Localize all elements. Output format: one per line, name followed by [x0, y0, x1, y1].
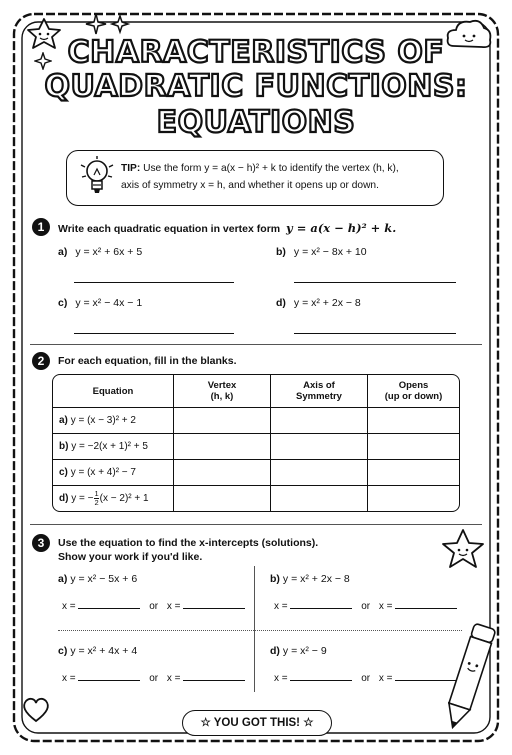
- section-1-item-a: a) y = x² + 6x + 5: [58, 246, 143, 258]
- section-2-prompt: For each equation, fill in the blanks.: [58, 355, 237, 367]
- answer-row-3a: x = or x =: [62, 601, 245, 612]
- section-3-item-a: a) y = x² − 5x + 6: [58, 573, 138, 585]
- x-blank[interactable]: [183, 680, 245, 681]
- star-icon: ☆: [200, 717, 211, 729]
- header-equation: Equation: [53, 375, 174, 408]
- header-opens: Opens (up or down): [368, 375, 459, 408]
- characteristics-table: [52, 374, 460, 512]
- opens-cell[interactable]: [368, 460, 459, 486]
- section-1-item-c: c) y = x² − 4x − 1: [58, 297, 143, 309]
- section-1-item-b: b) y = x² − 8x + 10: [276, 246, 367, 258]
- section-1-prompt: Write each quadratic equation in vertex form y = a(x − h)² + k.: [58, 221, 397, 235]
- x-blank[interactable]: [395, 608, 457, 609]
- answer-row-3b: x = or x =: [274, 601, 457, 612]
- section-3-item-c: c) y = x² + 4x + 4: [58, 645, 138, 657]
- tip-line-2: axis of symmetry x = h, and whether it opens up or down.: [121, 180, 379, 191]
- answer-line-1a[interactable]: [74, 282, 234, 283]
- vertex-cell[interactable]: [174, 486, 271, 511]
- page-title-line-2: QUADRATIC FUNCTIONS:: [44, 69, 468, 104]
- vertex-cell[interactable]: [174, 434, 271, 460]
- x-blank[interactable]: [395, 680, 457, 681]
- section-3-number: 3: [32, 534, 50, 552]
- axis-cell[interactable]: [271, 486, 368, 511]
- table-row: d) y = − $\frac{1}{2}$ (x − 2)² + 1: [53, 486, 459, 511]
- opens-cell[interactable]: [368, 486, 459, 511]
- section-1-number: 1: [32, 218, 50, 236]
- lightbulb-icon: [79, 155, 115, 199]
- tip-line-1: Use the form y = a(x − h)² + k to identify the vertex (h, k),: [143, 163, 399, 174]
- section-3-prompt: Use the equation to find the x-intercepts (solutions). Show your work if you'd like.: [58, 537, 319, 563]
- section-divider: [30, 524, 482, 525]
- axis-cell[interactable]: [271, 460, 368, 486]
- answer-row-3d: x = or x =: [274, 673, 457, 684]
- tip-text: [121, 160, 437, 194]
- x-blank[interactable]: [78, 608, 140, 609]
- section-3-item-d: d) y = x² − 9: [270, 645, 327, 657]
- table-row: c) y = (x + 4)² − 7: [53, 460, 459, 486]
- star-icon: ☆: [303, 717, 314, 729]
- column-divider: [254, 566, 255, 692]
- table-row: a) y = (x − 3)² + 2: [53, 408, 459, 434]
- header-vertex: Vertex (h, k): [174, 375, 271, 408]
- opens-cell[interactable]: [368, 408, 459, 434]
- page-title-line-3: EQUATIONS: [156, 105, 356, 140]
- axis-cell[interactable]: [271, 434, 368, 460]
- encouragement-banner: ☆ YOU GOT THIS! ☆: [182, 710, 332, 736]
- answer-row-3c: x = or x =: [62, 673, 245, 684]
- answer-line-1b[interactable]: [294, 282, 456, 283]
- header-axis: Axis of Symmetry: [271, 375, 368, 408]
- section-divider: [30, 344, 482, 345]
- answer-line-1d[interactable]: [294, 333, 456, 334]
- tip-box: [66, 150, 444, 206]
- table-header-row: [53, 375, 459, 408]
- section-3-item-b: b) y = x² + 2x − 8: [270, 573, 350, 585]
- section-2-number: 2: [32, 352, 50, 370]
- x-blank[interactable]: [183, 608, 245, 609]
- tip-label: TIP:: [121, 163, 141, 174]
- smiling-star-icon: [438, 526, 488, 578]
- axis-cell[interactable]: [271, 408, 368, 434]
- heart-icon: [20, 694, 52, 724]
- dotted-divider: [58, 630, 462, 631]
- table-row: b) y = −2(x + 1)² + 5: [53, 434, 459, 460]
- x-blank[interactable]: [290, 608, 352, 609]
- x-blank[interactable]: [78, 680, 140, 681]
- vertex-cell[interactable]: [174, 408, 271, 434]
- page-title-line-1: CHARACTERISTICS OF: [67, 35, 445, 70]
- answer-line-1c[interactable]: [74, 333, 234, 334]
- vertex-cell[interactable]: [174, 460, 271, 486]
- x-blank[interactable]: [290, 680, 352, 681]
- opens-cell[interactable]: [368, 434, 459, 460]
- section-1-item-d: d) y = x² + 2x − 8: [276, 297, 361, 309]
- vertex-form: y = a(x − h)² + k.: [286, 221, 397, 235]
